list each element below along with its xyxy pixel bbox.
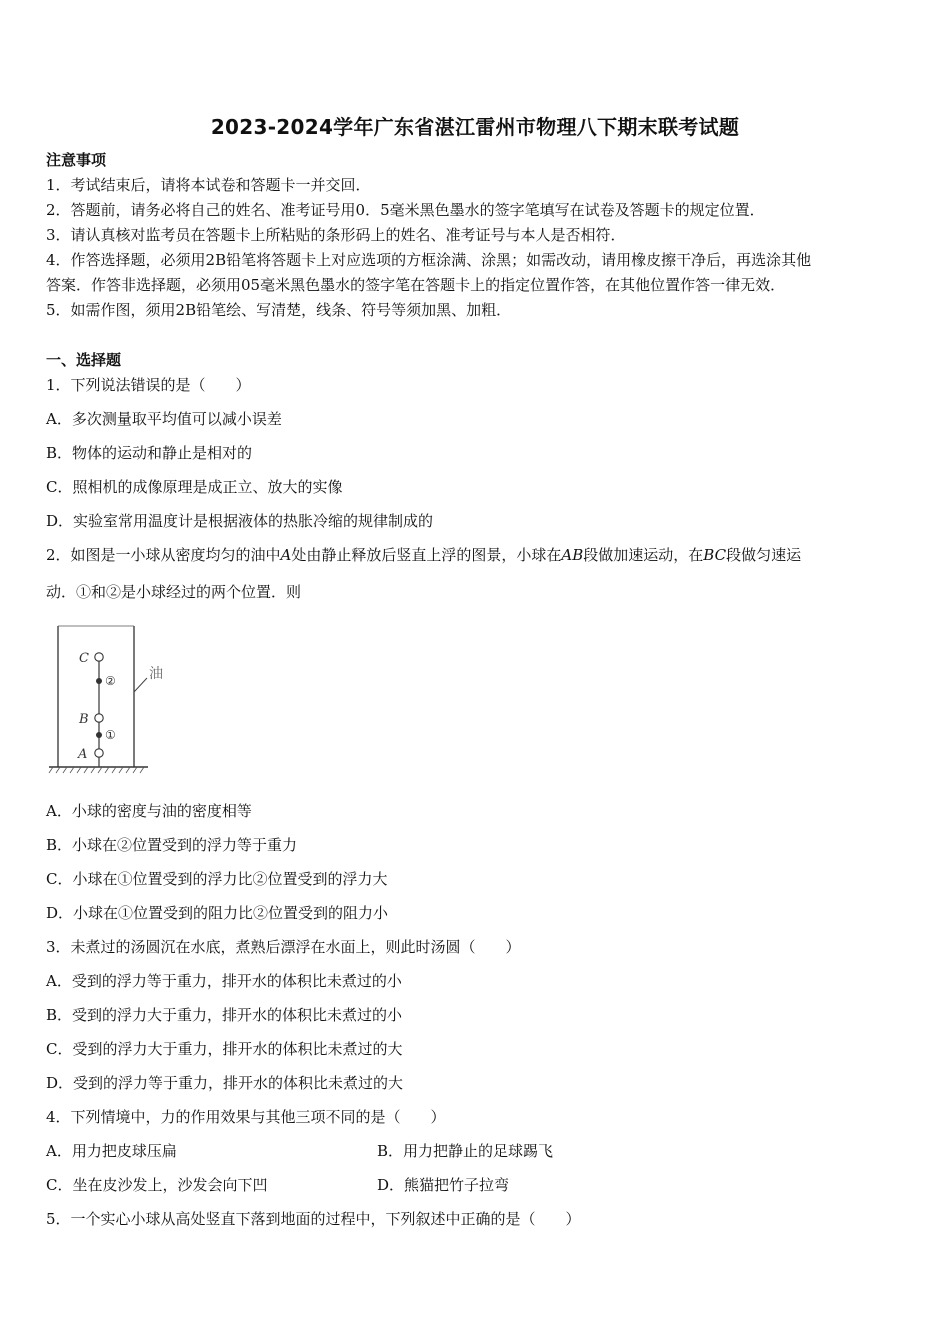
point-a-ref: A [280, 546, 292, 564]
question-4-option-d: D．熊猫把竹子拉弯 [377, 1176, 510, 1194]
ball-position-a [95, 749, 103, 757]
oil-leader-line [134, 678, 147, 692]
label-c: C [79, 651, 89, 666]
stem-text: 段做匀速运 [726, 546, 802, 564]
ball-position-1-dot [96, 732, 102, 738]
question-3-option-b: B．受到的浮力大于重力，排开水的体积比未煮过的小 [46, 1006, 403, 1024]
question-5-stem: 5．一个实心小球从高处竖直下落到地面的过程中，下列叙述中正确的是（ ） [46, 1210, 581, 1228]
notice-item: 答案．作答非选择题，必须用05毫米黑色墨水的签字笔在答题卡上的指定位置作答，在其他位置作答一律无效． [46, 276, 786, 294]
question-4-option-a: A．用力把皮球压扁 [46, 1142, 177, 1160]
question-1-option-c: C．照相机的成像原理是成正立、放大的实像 [46, 478, 343, 496]
label-position-1: ① [105, 728, 116, 742]
label-a: A [78, 747, 88, 762]
notice-item: 4．作答选择题，必须用2B铅笔将答题卡上对应选项的方框涂满、涂黑；如需改动，请用橡皮擦干净后，再选涂其他 [46, 251, 812, 269]
question-2-option-c: C．小球在①位置受到的浮力比②位置受到的浮力大 [46, 870, 388, 888]
oil-label: 油 [149, 666, 163, 682]
ball-position-2-dot [96, 678, 102, 684]
label-b: B [79, 712, 89, 727]
question-4-stem: 4．下列情境中，力的作用效果与其他三项不同的是（ ） [46, 1108, 446, 1126]
question-4-option-b: B．用力把静止的足球踢飞 [377, 1142, 554, 1160]
oil-container-figure [44, 620, 174, 780]
question-3-option-d: D．受到的浮力等于重力，排开水的体积比未煮过的大 [46, 1074, 404, 1092]
ball-position-b [95, 714, 103, 722]
question-1-option-a: A．多次测量取平均值可以减小误差 [46, 410, 282, 428]
question-2-stem-line2: 动．①和②是小球经过的两个位置．则 [46, 583, 302, 601]
notice-item: 2．答题前，请务必将自己的姓名、准考证号用0．5毫米黑色墨水的签字笔填写在试卷及答题卡的规定位置． [46, 201, 765, 219]
section-heading: 一、选择题 [46, 351, 122, 369]
question-3-option-c: C．受到的浮力大于重力，排开水的体积比未煮过的大 [46, 1040, 403, 1058]
stem-text: 段做加速运动，在 [583, 546, 704, 564]
segment-bc-ref: BC [703, 546, 727, 564]
segment-ab-ref: AB [561, 546, 584, 564]
question-4-option-c: C．坐在皮沙发上，沙发会向下凹 [46, 1176, 268, 1194]
question-2-option-a: A．小球的密度与油的密度相等 [46, 802, 252, 820]
notice-item: 1．考试结束后，请将本试卷和答题卡一并交回． [46, 176, 371, 194]
notice-heading: 注意事项 [46, 151, 107, 169]
page-title: 2023-2024学年广东省湛江雷州市物理八下期末联考试题 [210, 115, 740, 139]
question-2-option-b: B．小球在②位置受到的浮力等于重力 [46, 836, 298, 854]
question-2-option-d: D．小球在①位置受到的阻力比②位置受到的阻力小 [46, 904, 389, 922]
question-3-option-a: A．受到的浮力等于重力，排开水的体积比未煮过的小 [46, 972, 402, 990]
question-1-stem: 1．下列说法错误的是（ ） [46, 376, 251, 394]
stem-text: 2．如图是一小球从密度均匀的油中 [46, 546, 281, 564]
ball-position-c [95, 653, 103, 661]
question-2-stem [46, 545, 801, 565]
stem-text: 处由静止释放后竖直上浮的图景，小球在 [291, 546, 562, 564]
notice-item: 5．如需作图，须用2B铅笔绘、写清楚，线条、符号等须加黑、加粗． [46, 301, 512, 319]
question-1-option-b: B．物体的运动和静止是相对的 [46, 444, 253, 462]
question-3-stem: 3．未煮过的汤圆沉在水底，煮熟后漂浮在水面上，则此时汤圆（ ） [46, 938, 521, 956]
label-position-2: ② [105, 674, 116, 688]
ground-hatching [49, 767, 144, 773]
notice-item: 3．请认真核对监考员在答题卡上所粘贴的条形码上的姓名、准考证号与本人是否相符． [46, 226, 626, 244]
question-1-option-d: D．实验室常用温度计是根据液体的热胀冷缩的规律制成的 [46, 512, 434, 530]
